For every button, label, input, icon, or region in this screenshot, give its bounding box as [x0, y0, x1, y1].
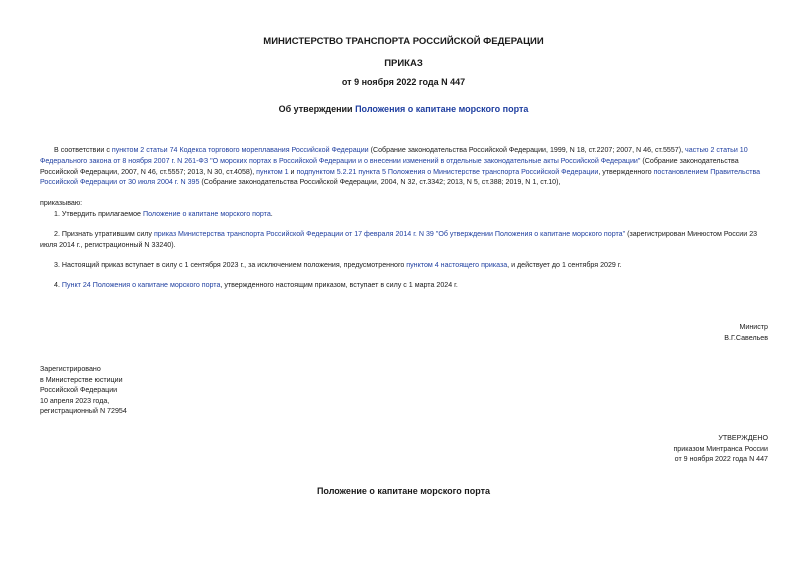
approved-line-2: приказом Минтранса России: [673, 444, 768, 453]
registration-line-3: Российской Федерации: [40, 386, 118, 394]
preamble-text-2: (Собрание законодательства Российской Федерации, 1999, N 18, ст.2207; 2007, N 46, ст.5557),: [368, 146, 686, 154]
preamble-text-4: и: [288, 167, 297, 176]
item-2-paragraph: [40, 229, 770, 251]
item-2-text-2: (зарегистрирован Минюстом России 23 июля 2014 г., регистрационный N 33240).: [40, 230, 758, 249]
subject-prefix: Об утверждении: [278, 104, 356, 114]
prikazyvayu-text: приказываю:: [40, 199, 83, 207]
approved-line-3: от 9 ноября 2022 года N 447: [674, 455, 768, 463]
order-heading: ПРИКАЗ: [384, 58, 423, 69]
order-subject: [0, 104, 807, 114]
item-1-link[interactable]: Положение о капитане морского порта: [142, 210, 271, 218]
registration-line-2: в Министерстве юстиции: [40, 375, 123, 384]
registration-line-4: 10 апреля 2023 года,: [40, 396, 110, 405]
ministry-heading: МИНИСТЕРСТВО ТРАНСПОРТА РОССИЙСКОЙ ФЕДЕРАЦИИ: [263, 36, 544, 47]
item-3-text-1: 3. Настоящий приказ вступает в силу с 1 сентября 2023 г., за исключением положения, предусмотренного: [54, 261, 407, 269]
item-4-link[interactable]: Пункт 24 Положения о капитане морского порта: [61, 281, 221, 289]
registration-line-5: регистрационный N 72954: [40, 407, 127, 415]
item-1-text-2: .: [270, 210, 273, 218]
preamble-text-6: (Собрание законодательства Российской Федерации, 2004, N 32, ст.3342; 2013, N 5, ст.388; 2019, N 1, ст.10),: [199, 178, 561, 187]
preamble-paragraph: [40, 145, 770, 188]
item-2-text-1: 2. Признать утратившим силу: [54, 230, 154, 238]
item-1-paragraph: [40, 209, 770, 220]
signature-title: Министр: [739, 323, 768, 331]
signature-name: В.Г.Савельев: [724, 333, 768, 342]
preamble-link-podpunkt[interactable]: подпунктом 5.2.21 пункта 5 Положения о Министерстве транспорта Российской Федерации: [296, 167, 599, 176]
item-3-link[interactable]: пунктом 4 настоящего приказа: [406, 261, 508, 269]
item-2-link[interactable]: приказ Министерства транспорта Российской Федерации от 17 февраля 2014 г. N 39 "Об утверждении Положения о капитане морского порта": [153, 230, 626, 238]
registration-block: [40, 364, 127, 417]
minister-signature: [724, 322, 768, 343]
approved-block: [673, 433, 768, 465]
item-4-text-1: 4.: [54, 281, 62, 289]
preamble-link-fz261[interactable]: частью 2 статьи 10 Федерального закона от 8 ноября 2007 г. N 261-ФЗ "О морских портах в Российской Федерации и о внесении изменений в отдельные законодательные акты Российской Федерации": [40, 146, 748, 165]
approved-line-1: УТВЕРЖДЕНО: [718, 434, 768, 442]
regulation-title: Положение о капитане морского порта: [316, 486, 491, 496]
subject-link[interactable]: Положения о капитане морского порта: [355, 104, 529, 114]
item-1-text-1: 1. Утвердить прилагаемое: [54, 210, 143, 218]
item-4-paragraph: [40, 280, 770, 291]
registration-line-1: Зарегистрировано: [40, 365, 101, 373]
preamble-text-1: В соответствии с: [54, 146, 112, 154]
item-3-text-2: , и действует до 1 сентября 2029 г.: [507, 261, 622, 269]
preamble-link-punkt1[interactable]: пунктом 1: [256, 167, 289, 176]
preamble-text-3: (Собрание законодательства Российской Федерации, 2007, N 46, ст.5557; 2013, N 30, ст.4058),: [40, 156, 739, 176]
preamble-text-5: , утвержденного: [598, 167, 654, 176]
item-3-paragraph: [40, 260, 770, 271]
item-4-text-2: , утвержденного настоящим приказом, вступает в силу с 1 марта 2024 г.: [220, 281, 458, 289]
preamble-link-postanovlenie[interactable]: постановлением Правительства Российской Федерации от 30 июля 2004 г. N 395: [40, 167, 761, 187]
preamble-link-ktm[interactable]: пунктом 2 статьи 74 Кодекса торгового мореплавания Российской Федерации: [111, 146, 369, 154]
order-date: от 9 ноября 2022 года N 447: [341, 77, 466, 87]
